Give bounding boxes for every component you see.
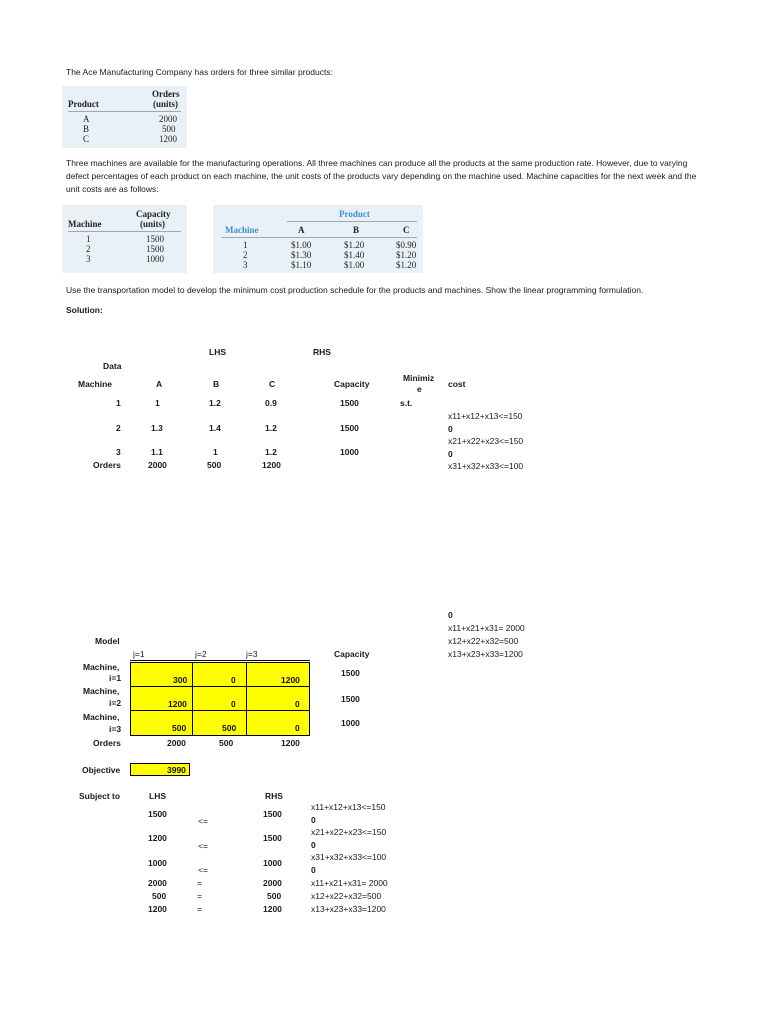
minimize-label-2: e	[417, 384, 422, 394]
alloc-2-2: 0	[231, 699, 236, 709]
description-paragraph: Three machines are available for the manufacturing operations. All three machines can produce all the products at the same production rate. However, due to varying defect percentages of each product on each machine, the unit costs of the products vary depending on the machine used. Machine capacities for the next week and the unit costs are as follows:	[66, 158, 697, 194]
cost-table-divider	[221, 237, 417, 238]
alloc-1-1: 300	[173, 675, 188, 685]
cost-3a: $1.10	[291, 260, 312, 270]
data-col-c: C	[269, 379, 276, 389]
capacity-value-3: 1000	[146, 254, 164, 264]
model-cap-1: 1500	[341, 668, 360, 678]
st-row1-rhs: 1500	[263, 809, 282, 819]
st-row3-expr: x31+x32+x33<=100	[311, 852, 387, 862]
data-orders-c: 1200	[262, 460, 281, 470]
data-row1-a: 1	[155, 398, 160, 408]
constraint-2-wrap: 0	[448, 449, 453, 459]
alloc-3-3: 0	[295, 723, 300, 733]
data-rhs-label: RHS	[313, 347, 331, 357]
capacity-value-2: 1500	[146, 244, 164, 254]
st-row3-rhs: 1000	[263, 858, 282, 868]
st-row5-rhs: 500	[267, 891, 282, 901]
constraint-4: x11+x21+x31= 2000	[448, 623, 525, 633]
orders-product-b: B	[83, 124, 90, 134]
st-row1-op: <=	[198, 816, 208, 826]
product-group-header: Product	[339, 209, 370, 219]
orders-table	[62, 86, 187, 148]
data-row3-b: 1	[213, 447, 218, 457]
data-row1-machine: 1	[116, 398, 121, 408]
machine-header: Machine	[68, 219, 102, 229]
model-j2: j=2	[195, 649, 207, 659]
cost-label: cost	[448, 379, 466, 389]
data-row2-c: 1.2	[265, 423, 277, 433]
cost-machine-2: 2	[243, 250, 248, 260]
model-row1-i: i=1	[109, 673, 122, 683]
alloc-1-2: 0	[231, 675, 236, 685]
data-row2-a: 1.3	[151, 423, 163, 433]
model-row2-i: i=2	[109, 698, 122, 708]
cost-3b: $1.00	[344, 260, 365, 270]
st-lhs-label: LHS	[149, 791, 166, 801]
constraint-3: x31+x32+x33<=100	[448, 461, 524, 471]
cost-col-c: C	[403, 225, 410, 235]
instruction-text: Use the transportation model to develop the minimum cost production schedule for the products and machines. Show the linear programming formulation.	[66, 285, 644, 295]
st-row2-rhs: 1500	[263, 833, 282, 843]
objective-cell[interactable]	[130, 763, 190, 776]
capacity-table	[62, 205, 187, 273]
st-rhs-label: RHS	[265, 791, 283, 801]
model-j3: j=3	[246, 649, 258, 659]
st-row4-rhs: 2000	[263, 878, 282, 888]
cost-2a: $1.30	[291, 250, 312, 260]
st-row1-expr-wrap: 0	[311, 815, 316, 825]
data-label: Data	[103, 361, 122, 371]
capacity-machine-3: 3	[86, 254, 91, 264]
cost-machine-header: Machine	[225, 225, 259, 235]
data-row1-b: 1.2	[209, 398, 221, 408]
orders-value-a: 2000	[159, 114, 177, 124]
data-orders-b: 500	[207, 460, 222, 470]
st-row1-lhs: 1500	[148, 809, 167, 819]
cost-1b: $1.20	[344, 240, 365, 250]
product-group-divider	[287, 221, 417, 222]
capacity-table-divider	[68, 231, 181, 232]
st-row6-rhs: 1200	[263, 904, 282, 914]
orders-product-a: A	[83, 114, 90, 124]
constraint-1: x11+x12+x13<=150	[448, 411, 523, 421]
model-label: Model	[95, 636, 120, 646]
data-row1-cap: 1500	[340, 398, 359, 408]
st-row5-expr: x12+x22+x32=500	[311, 891, 382, 901]
capacity-header-line2: (units)	[140, 219, 166, 229]
model-row1-machine: Machine,	[83, 662, 120, 672]
orders-product-c: C	[83, 134, 90, 144]
intro-text: The Ace Manufacturing Company has orders for three similar products:	[66, 67, 333, 77]
cost-1a: $1.00	[291, 240, 312, 250]
data-machine-label: Machine	[78, 379, 113, 389]
model-header-underline	[130, 660, 310, 661]
constraint-5: x12+x22+x32=500	[448, 636, 519, 646]
model-row3-machine: Machine,	[83, 712, 120, 722]
st-row6-expr: x13+x23+x33=1200	[311, 904, 386, 914]
cell-1-2[interactable]	[193, 663, 247, 687]
st-row6-lhs: 1200	[148, 904, 167, 914]
st-row3-lhs: 1000	[148, 858, 167, 868]
data-row2-b: 1.4	[209, 423, 221, 433]
cost-2c: $1.20	[396, 250, 417, 260]
capacity-header-line1: Capacity	[136, 209, 171, 219]
minimize-label-1: Minimiz	[403, 373, 435, 383]
alloc-3-1: 500	[172, 723, 187, 733]
orders-header-line1: Orders	[152, 89, 180, 99]
cost-col-b: B	[353, 225, 360, 235]
model-j1: j=1	[133, 649, 145, 659]
cost-1c: $0.90	[396, 240, 417, 250]
data-orders-label: Orders	[93, 460, 121, 470]
data-row3-machine: 3	[116, 447, 121, 457]
data-row2-cap: 1500	[340, 423, 359, 433]
st-row4-lhs: 2000	[148, 878, 167, 888]
cost-3c: $1.20	[396, 260, 417, 270]
st-row3-expr-wrap: 0	[311, 865, 316, 875]
st-label: s.t.	[400, 398, 413, 408]
model-orders-label: Orders	[93, 738, 121, 748]
subject-to-label: Subject to	[79, 791, 121, 801]
model-cap-3: 1000	[341, 718, 360, 728]
data-orders-a: 2000	[148, 460, 167, 470]
model-orders-a: 2000	[167, 738, 186, 748]
product-header: Product	[68, 99, 99, 109]
data-row3-a: 1.1	[151, 447, 163, 457]
st-row5-lhs: 500	[152, 891, 167, 901]
allocation-grid	[130, 662, 310, 736]
data-row1-c: 0.9	[265, 398, 277, 408]
st-row1-expr: x11+x12+x13<=150	[311, 802, 386, 812]
constraint-2: x21+x22+x23<=150	[448, 436, 524, 446]
model-orders-c: 1200	[281, 738, 300, 748]
data-col-a: A	[156, 379, 163, 389]
cost-col-a: A	[298, 225, 305, 235]
model-capacity-label: Capacity	[334, 649, 370, 659]
unit-cost-table	[213, 205, 423, 273]
model-row2-machine: Machine,	[83, 686, 120, 696]
alloc-1-3: 1200	[281, 675, 300, 685]
st-row2-op: <=	[198, 841, 208, 851]
model-orders-b: 500	[219, 738, 234, 748]
capacity-machine-2: 2	[86, 244, 91, 254]
orders-table-divider	[68, 111, 181, 112]
objective-value: 3990	[167, 765, 186, 775]
constraint-1-wrap: 0	[448, 424, 453, 434]
st-row2-expr: x21+x22+x23<=150	[311, 827, 387, 837]
orders-header-line2: (units)	[153, 99, 179, 109]
capacity-value-1: 1500	[146, 234, 164, 244]
alloc-2-3: 0	[295, 699, 300, 709]
constraint-6: x13+x23+x33=1200	[448, 649, 523, 659]
objective-label: Objective	[82, 765, 121, 775]
cell-3-2[interactable]	[193, 711, 247, 735]
data-row3-cap: 1000	[340, 447, 359, 457]
data-capacity-label: Capacity	[334, 379, 370, 389]
capacity-machine-1: 1	[86, 234, 91, 244]
data-row2-machine: 2	[116, 423, 121, 433]
model-cap-2: 1500	[341, 694, 360, 704]
st-row4-expr: x11+x21+x31= 2000	[311, 878, 388, 888]
st-row4-op: =	[197, 878, 202, 888]
cost-2b: $1.40	[344, 250, 365, 260]
data-col-b: B	[213, 379, 220, 389]
st-row5-op: =	[197, 891, 202, 901]
orders-value-b: 500	[162, 124, 176, 134]
cost-machine-3: 3	[243, 260, 248, 270]
constraint-3-wrap: 0	[448, 610, 453, 620]
orders-value-c: 1200	[159, 134, 177, 144]
cost-machine-1: 1	[243, 240, 248, 250]
data-lhs-label: LHS	[209, 347, 226, 357]
data-row3-c: 1.2	[265, 447, 277, 457]
solution-label: Solution:	[66, 305, 103, 315]
alloc-2-1: 1200	[168, 699, 187, 709]
st-row6-op: =	[197, 904, 202, 914]
alloc-3-2: 500	[222, 723, 237, 733]
st-row3-op: <=	[198, 865, 208, 875]
cell-2-2[interactable]	[193, 687, 247, 711]
st-row2-lhs: 1200	[148, 833, 167, 843]
model-row3-i: i=3	[109, 724, 122, 734]
st-row2-expr-wrap: 0	[311, 840, 316, 850]
